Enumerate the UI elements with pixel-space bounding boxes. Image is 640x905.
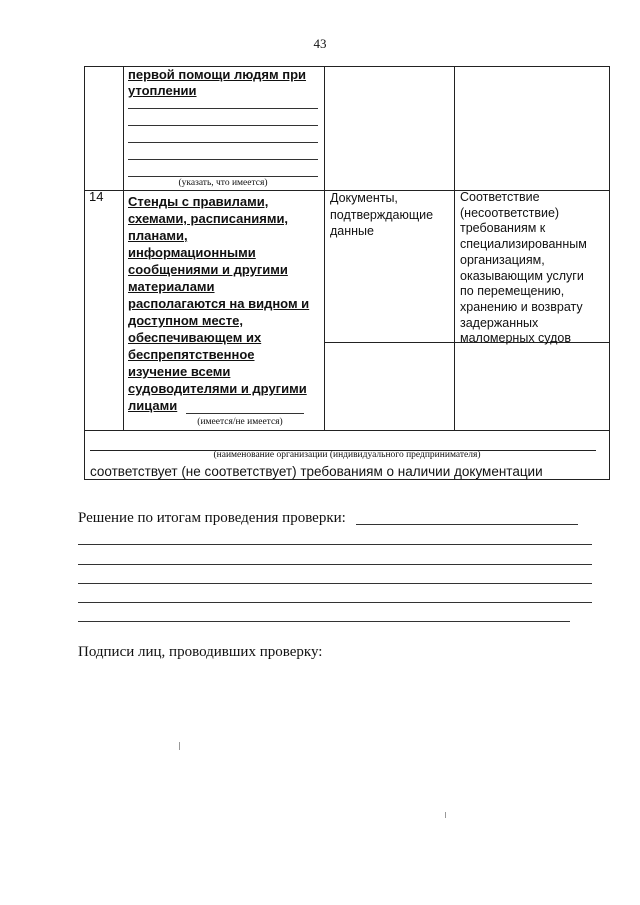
compliance-line-5: организациям, xyxy=(460,252,545,267)
blank-line-2 xyxy=(128,125,318,126)
compliance-line-9: задержанных xyxy=(460,315,539,330)
compliance-line-7: по перемещению, xyxy=(460,284,565,299)
blank-line-1 xyxy=(128,108,318,109)
requirement-line-11: изучение всеми xyxy=(128,364,231,379)
requirement-line-9: обеспечивающем их xyxy=(128,330,262,345)
page-number: 43 xyxy=(313,36,327,51)
compliance-line-3: требованиям к xyxy=(460,221,546,236)
requirement-prev-line-2: утоплении xyxy=(128,83,197,98)
scan-artifact xyxy=(445,812,446,818)
documents-line-1: Документы, xyxy=(330,191,398,205)
requirement-line-12: судоводителями и другими xyxy=(128,381,307,396)
scan-artifact xyxy=(179,742,180,750)
requirement-line-10: беспрепятственное xyxy=(128,347,255,362)
row-divider-3 xyxy=(84,430,610,431)
requirement-line-7: располагаются на видном и xyxy=(128,296,310,311)
decision-line-4 xyxy=(78,602,592,603)
requirement-line-6: материалами xyxy=(128,279,215,294)
hint-prev: (указать, что имеется) xyxy=(178,178,268,188)
hint-row-14: (имеется/не имеется) xyxy=(197,417,283,427)
compliance-line-2: (несоответствие) xyxy=(460,205,560,220)
documents-line-2: подтверждающие xyxy=(330,207,434,222)
blank-line-4 xyxy=(128,159,318,160)
decision-line-1 xyxy=(78,544,592,545)
documents-cell xyxy=(330,190,433,240)
col-divider-3 xyxy=(454,66,455,430)
requirement-line-8: доступном месте, xyxy=(128,313,243,328)
col-divider-1 xyxy=(123,66,124,430)
requirement-line-2: схемами, расписаниями, xyxy=(128,211,289,226)
decision-line-5 xyxy=(78,621,570,622)
requirement-line-13: лицами xyxy=(128,398,178,413)
blank-line-3 xyxy=(128,142,318,143)
row-number: 14 xyxy=(89,189,104,204)
compliance-line-8: хранению и возврату xyxy=(460,299,583,314)
decision-line-3 xyxy=(78,583,592,584)
documents-line-3: данные xyxy=(330,224,374,238)
requirement-line-3: планами, xyxy=(128,228,188,243)
decision-label: Решение по итогам проведения проверки: xyxy=(78,510,346,526)
requirement-line-1: Стенды с правилами, xyxy=(128,194,269,209)
col-divider-2 xyxy=(324,66,325,430)
compliance-line-1: Соответствие xyxy=(460,190,540,204)
compliance-cell xyxy=(460,190,587,347)
compliance-line-10: маломерных судов xyxy=(460,331,572,346)
conclusion-text: соответствует (не соответствует) требованиям о наличии документации xyxy=(90,464,543,479)
decision-line-0 xyxy=(356,524,578,525)
decision-line-2 xyxy=(78,564,592,565)
signatures-label: Подписи лиц, проводивших проверку: xyxy=(78,644,323,660)
requirement-prev-line-1: первой помощи людям при xyxy=(128,67,307,82)
compliance-line-6: оказывающим услуги xyxy=(460,268,584,283)
compliance-line-4: специализированным xyxy=(460,237,587,252)
organization-caption: (наименование организации (индивидуального предпринимателя) xyxy=(213,450,481,460)
requirement-line-4: информационными xyxy=(128,245,256,260)
blank-line-5 xyxy=(128,176,318,177)
requirement-line-5: сообщениями и другими xyxy=(128,262,288,277)
answer-blank-line xyxy=(186,413,304,414)
